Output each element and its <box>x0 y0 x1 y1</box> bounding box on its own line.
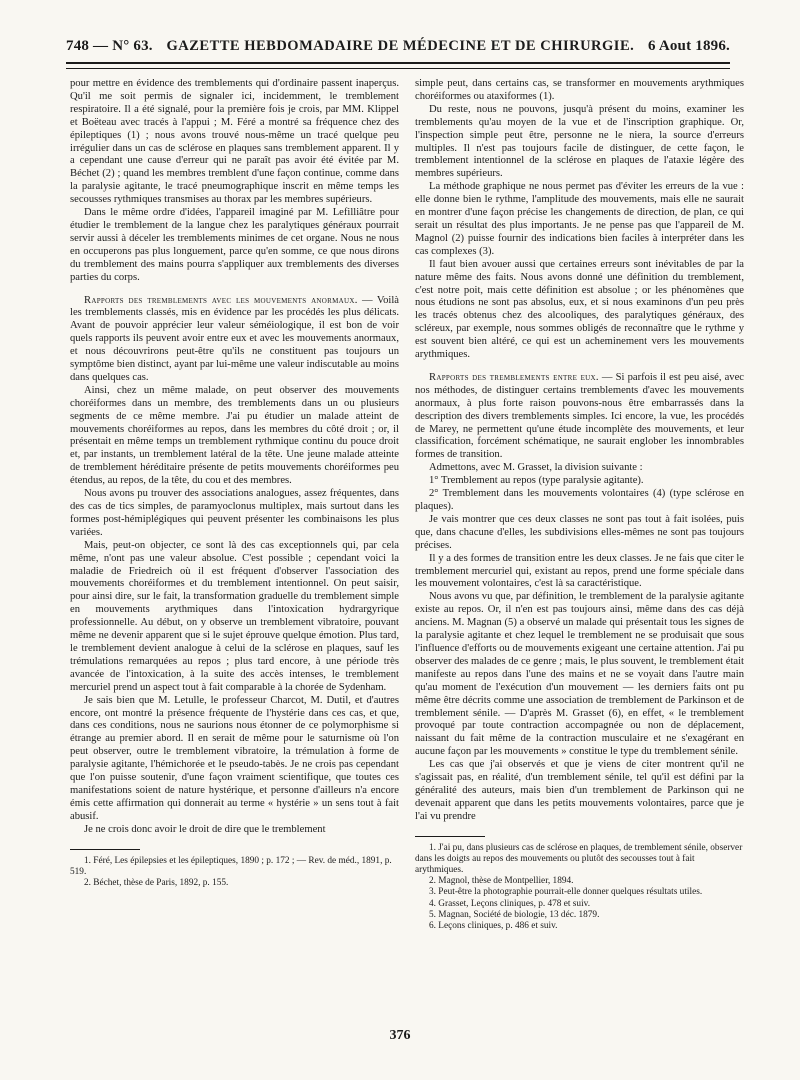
paragraph: Du reste, nous ne pouvons, jusqu'à présent du moins, examiner les tremblements qu'au moyen de la vue et de l'inscription graphique. Or, l'inspection simple peut être, personne ne le niera, la source d'erreurs multiples. Il n'est pas toujours facile de distinguer, de cette façon, le tremblement intentionnel de la sclérose en plaques de l'ataxie légère des membres supérieurs. <box>415 103 744 180</box>
footnote: 3. Peut-être la photographie pourrait-elle donner quelques résultats utiles. <box>429 887 703 898</box>
right-column <box>415 78 744 932</box>
section-text: — Voilà les tremblements classés, mis en évidence par les procédés les plus délicats. Avant de pouvoir apprécier leur valeur séméiologique, il est bon de voir quels rapports ils peuvent avoir entre eux et avec les mouvements anormaux, et nous découvrirons peut-être qu'ils ne constituent pas toujours un symptôme bien distinct, ayant par lui-même une valeur indiscutable au moins dans quelques cas. <box>70 294 399 383</box>
division-item: 1° Tremblement au repos (type paralysie agitante). <box>429 475 644 487</box>
paragraph: Il y a des formes de transition entre les deux classes. Je ne fais que citer le tremblement mercuriel qui, existant au repos, prend une forme spéciale dans les mouvement volontaires, c'est là sa caractéristique. <box>415 552 744 590</box>
footnote: 4. Grasset, Leçons cliniques, p. 478 et suiv. <box>429 898 591 909</box>
footnote: 1. J'ai pu, dans plusieurs cas de sclérose en plaques, de tremblement sénile, observer dans les doigts au repos des mouvements ou plutôt des secousses tout à fait arythmiques. <box>415 842 743 876</box>
section-paragraph-mouvements-anormaux <box>70 295 399 385</box>
paragraph: Les cas que j'ai observés et que je viens de citer montrent qu'il ne s'agissait pas, en réalité, d'un tremblement sénile, tel qu'il est défini par la généralité des auteurs, mais bien d'un tremblement de Parkinson qui ne devenait apparent que dans les petits mouvements volontaires, parce que je l'ai vu prendre <box>415 759 744 822</box>
paragraph: La méthode graphique ne nous permet pas d'éviter les erreurs de la vue : elle donne bien le rythme, l'amplitude des mouvements, mais elle ne saurait en montrer d'une façon précise les changements de direction, de plan, ce qui serait un résultat des plus importants. Je ne pense pas que l'appareil de M. Magnol (2) puisse fournir des indications bien faciles à interpréter dans les cas complexes (3). <box>415 181 744 257</box>
footnote-rule <box>70 849 140 850</box>
section-paragraph-entre-eux <box>415 372 744 462</box>
section-text: — Si parfois il est peu aisé, avec nos méthodes, de distinguer certains tremblements d'avec les mouvements anormaux, à plus forte raison pouvons-nous être embarrassés dans la description des divers tremblements simples. Ici encore, la vue, les procédés de Marey, ne permettent qu'une étude incomplète des mouvements, et leur classification, forcément schématique, ne saurait englober les innombrables formes de transition. <box>415 371 744 461</box>
paragraph: Je ne crois donc avoir le droit de dire que le tremblement <box>84 823 326 835</box>
paragraph: Mais, peut-on objecter, ce sont là des cas exceptionnels qui, par cela même, n'ont pas une valeur absolue. C'est possible ; cependant voici la maladie de Friedreich où il est fréquent d'observer l'association des mouvements choréiformes et du tremblement intentionnel. On peut saisir, pour ainsi dire, sur le fait, la transformation graduelle du tremblement simple en mouvements arythmiques dans l'intoxication hydrargyrique professionnelle. Au début, on y observe un tremblement vibratoire, pouvant même ne devenir apparent que si le sujet éprouve quelque émotion. Plus tard, le tremblement devient analogue à celui de la sclérose en plaques, sauf les trémulations remarquées au repos ; plus tard encore, à une période très avancée de l'intoxication, à la suite des accès intenses, le tremblement mercuriel prend un aspect tout à fait comparable à la chorée de Sydenham. <box>70 539 399 693</box>
paragraph: Ainsi, chez un même malade, on peut observer des mouvements choréiformes dans un membre, des tremblements dans un ou plusieurs segments de ce même membre. J'ai pu étudier un malade atteint de mouvements choréiformes au repos, dans les membres du côté droit ; or, il présentait en même temps un tremblement rythmique continu du pouce droit et, par instants, un tremblement latéral de la tête. Une jeune malade atteinte de tremblement héréditaire présente de petits mouvements choréiformes peu étendus, au repos, de la tête, du cou et des membres. <box>70 384 399 487</box>
footnote-rule <box>415 836 485 837</box>
running-header <box>66 38 730 60</box>
paragraph: Il faut bien avouer aussi que certaines erreurs sont inévitables de par la nature même des faits. Nous avons donné une définition du tremblement, c'est notre poit, mais cette définition est absolue ; or les phénomènes que nous étudions ne sont pas absolus, eux, et si nous examinons d'un peu près les tracés obtenus chez des alcooliques, des paralytiques généraux, des scléreux, par exemple, nous sommes obligés de reconnaître que le rythme y est souvent bien altéré, ce qui est un acheminement vers les mouvements arythmiques. <box>415 258 744 361</box>
paragraph: Je sais bien que M. Letulle, le professeur Charcot, M. Dutil, et d'autres encore, ont montré la présence fréquente de l'hystérie dans ces cas, et que, dans ces conditions, nous ne saurions nous étonner de ce polymorphisme si étrange au premier abord. Il en serait de même pour le saturnisme où l'on peut observer, outre le tremblement vibratoire, la trémulation à forme de paralysie agitante, l'hémichorée et le pseudo-tabès. Je ne crois pas cependant que l'on puisse soutenir, d'une façon vraiment scientifique, que toutes ces manifestations soient de nature hystérique, et personne d'ailleurs n'a encore émis cette affirmation qui donnerait au terme « hystérie » un sens tout à fait abusif. <box>70 694 399 822</box>
page-number-issue: 748 — N° 63. <box>66 38 153 54</box>
left-column <box>70 78 399 889</box>
journal-title: GAZETTE HEBDOMADAIRE DE MÉDECINE ET DE CHIRURGIE. <box>166 38 635 54</box>
folio-page-number: 376 <box>389 1028 411 1043</box>
footnote: 1. Féré, Les épilepsies et les épileptiques, 1890 ; p. 172 ; — Rev. de méd., 1891, p. 519. <box>70 855 392 877</box>
footnote: 6. Leçons cliniques, p. 486 et suiv. <box>429 921 558 932</box>
section-heading: Rapports des tremblements avec les mouvements anormaux. <box>84 294 358 306</box>
paragraph: Nous avons vu que, par définition, le tremblement de la paralysie agitante existe au repos. Or, il n'en est pas toujours ainsi, même dans des cas déjà anciens. M. Magnan (5) a observé un malade qui présentait tous les signes de la paralysie agitante et chez lequel le tremblement ne se produisait que sous l'influence d'efforts ou de mouvements exigeant une certaine attention. J'ai pu observer des malades de ce genre ; mais, le plus souvent, le tremblement était manifeste au repos dans l'une des mains et ne se voyait dans l'autre main qu'au moment de l'exécution d'un mouvement — les derniers faits ont pu même être décrits comme une association de tremblement de Parkinson et de tremblement sénile. — D'après M. Grasset (6), en effet, « le tremblement provoqué par toute contraction accompagnée ou non de déplacement, naissant du fait même de la contraction musculaire et ne s'exagérant en aucune façon par les mouvements » constitue le type du tremblement sénile. <box>415 591 744 758</box>
division-item: 2° Tremblement dans les mouvements volontaires (4) (type sclérose en plaques). <box>415 488 744 512</box>
footnote: 2. Magnol, thèse de Montpellier, 1894. <box>429 876 574 887</box>
paragraph: Admettons, avec M. Grasset, la division suivante : <box>429 462 643 474</box>
paragraph: pour mettre en évidence des tremblements qui d'ordinaire passent inaperçus. Qu'il me soit permis de signaler ici, incidemment, le tremblement respiratoire. Il a été signalé, pour la première fois je crois, par MM. Klippel et Boëteau avec tracés à l'appui ; M. Féré a montré sa fréquence chez des épileptiques (1) ; nous avons trouvé nous-même un tracé quelque peu irrégulier dans un cas de sclérose en plaques sans tremblement apparent. Il y a cependant une cause d'erreur qui ne paraît pas avoir été évitée par M. Béchet (2) ; quand les membres tremblent d'une façon continue, comme dans la paralysie agitante, le tracé pneumographique inscrit en même temps les secousses rythmiques transmises au thorax par les membres supérieurs. <box>70 78 399 206</box>
section-heading: Rapports des tremblements entre eux. <box>429 371 599 383</box>
paragraph: simple peut, dans certains cas, se transformer en mouvements arythmiques choréiformes ou ataxiformes (1). <box>415 78 744 102</box>
footnote: 2. Béchet, thèse de Paris, 1892, p. 155. <box>84 877 229 888</box>
paragraph: Je vais montrer que ces deux classes ne sont pas tout à fait isolées, puis que, dans chacune d'elles, les subdivisions elles-mêmes ne sont pas toujours précises. <box>415 513 744 551</box>
header-double-rule <box>66 62 730 69</box>
paragraph: Dans le même ordre d'idées, l'appareil imaginé par M. Lefilliâtre pour étudier le tremblement de la langue chez les paralytiques généraux pourrait servir aussi à déceler les tremblements minimes de cet organe. Nous ne nous en occuperons pas plus longuement, parce qu'en somme, ce que nous dirons du tremblement des mains pourra s'appliquer aux tremblements des diverses parties du corps. <box>70 207 399 283</box>
paragraph: Nous avons pu trouver des associations analogues, assez fréquentes, dans des cas de tics simples, de paramyoclonus multiplex, mais surtout dans les formes post-hémiplégiques qui peuvent présenter les combinaisons les plus variées. <box>70 488 399 538</box>
footnote: 5. Magnan, Société de biologie, 13 déc. 1879. <box>429 909 600 920</box>
issue-date: 6 Aout 1896. <box>648 38 730 54</box>
